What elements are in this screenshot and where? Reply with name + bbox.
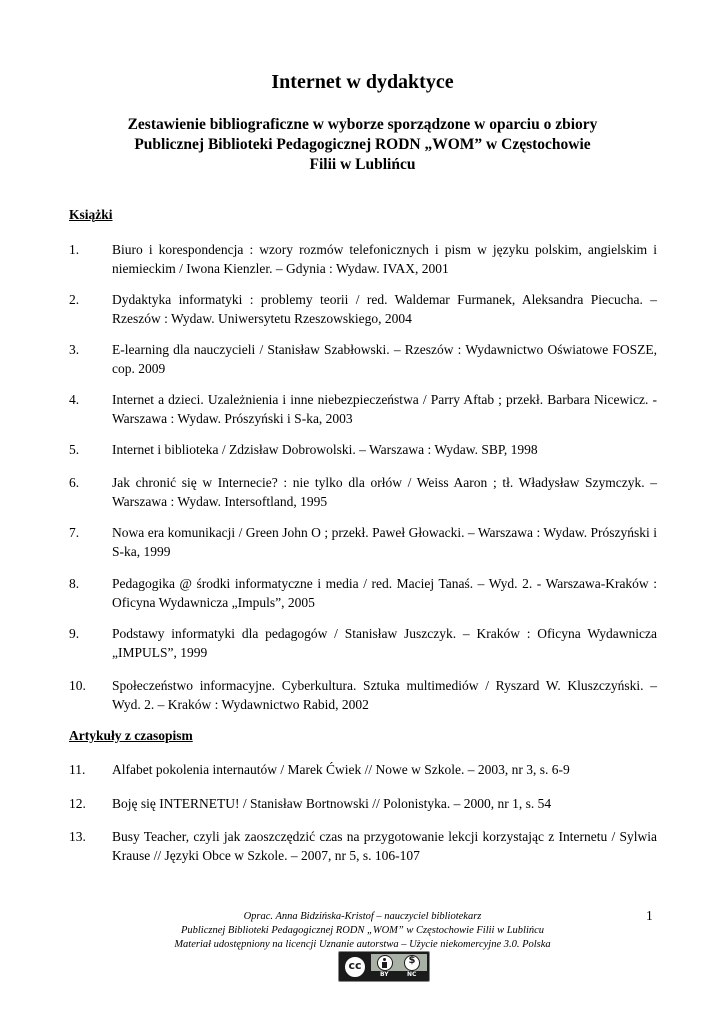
nc-icon	[404, 955, 420, 971]
entry-text: Podstawy informatyki dla pedagogów / Stanisław Juszczyk. – Kraków : Oficyna Wydawnicza „IMPULS”, 1999	[112, 626, 657, 660]
subtitle-line-3: Filii w Lublińcu	[309, 156, 416, 173]
entry-text: Pedagogika @ środki informatyczne i media / red. Maciej Tanaś. – Wyd. 2. - Warszawa-Kraków : Oficyna Wydawnicza „Impuls”, 2005	[112, 576, 657, 610]
entry-text: Alfabet pokolenia internautów / Marek Ćwiek // Nowe w Szkole. – 2003, nr 3, s. 6-9	[112, 762, 570, 777]
section-heading-articles: Artykuły z czasopism	[69, 728, 193, 743]
entry-text: Internet i biblioteka / Zdzisław Dobrowolski. – Warszawa : Wydaw. SBP, 1998	[112, 442, 538, 457]
entry-text: E-learning dla nauczycieli / Stanisław Szabłowski. – Rzeszów : Wydawnictwo Oświatowe FOSZE, cop. 2009	[112, 342, 657, 376]
document-title: Internet w dydaktyce	[271, 71, 454, 93]
entry-number: 8.	[69, 576, 80, 591]
entry-number: 13.	[69, 829, 86, 844]
cc-license-badge[interactable]	[338, 951, 430, 982]
entry-number: 12.	[69, 796, 86, 811]
entry-number: 1.	[69, 242, 80, 257]
nc-label: NC	[407, 971, 417, 978]
entry-number: 9.	[69, 626, 80, 641]
entry-number: 2.	[69, 292, 80, 307]
entry-text: Busy Teacher, czyli jak zaoszczędzić czas na przygotowanie lekcji korzystając z Internetu / Sylwia Krause // Języki Obce w Szkole. – 2007, nr 5, s. 106-107	[112, 829, 657, 863]
footer-line-2: Publicznej Biblioteki Pedagogicznej RODN „WOM” w Częstochowie Filii w Lublińcu	[180, 925, 545, 936]
entry-number: 3.	[69, 342, 80, 357]
footer-line-3: Materiał udostępniony na licencji Uznanie autorstwa – Użycie niekomercyjne 3.0. Polska	[174, 939, 551, 950]
entry-number: 5.	[69, 442, 80, 457]
subtitle-line-1: Zestawienie bibliograficzne w wyborze sporządzone w oparciu o zbiory	[127, 116, 598, 133]
by-icon	[377, 955, 393, 971]
page-footer	[110, 910, 615, 952]
by-label: BY	[380, 971, 389, 978]
entry-text: Dydaktyka informatyki : problemy teorii / red. Waldemar Furmanek, Aleksandra Piecucha. – Rzeszów : Wydaw. Uniwersytetu Rzeszowskiego, 2004	[112, 292, 657, 326]
entry-number: 4.	[69, 392, 80, 407]
entry-text: Biuro i korespondencja : wzory rozmów telefonicznych i pism w języku polskim, angielskim i niemieckim / Iwona Kienzler. – Gdynia : Wydaw. IVAX, 2001	[112, 242, 657, 276]
subtitle-line-2: Publicznej Biblioteki Pedagogicznej RODN „WOM” w Częstochowie	[134, 136, 591, 153]
page-number: 1	[646, 908, 653, 923]
entry-text: Jak chronić się w Internecie? : nie tylko dla orłów / Weiss Aaron ; tł. Władysław Szymczyk. – Warszawa : Wydaw. Intersoftland, 1995	[112, 475, 657, 509]
entry-number: 6.	[69, 475, 80, 490]
entry-number: 10.	[69, 678, 86, 693]
entry-number: 11.	[69, 762, 86, 777]
entry-number: 7.	[69, 525, 80, 540]
cc-icon	[343, 955, 367, 979]
entry-text: Boję się INTERNETU! / Stanisław Bortnowski // Polonistyka. – 2000, nr 1, s. 54	[112, 796, 552, 811]
footer-line-1: Oprac. Anna Bidzińska-Kristof – nauczyciel bibliotekarz	[243, 911, 482, 922]
cc-conditions	[371, 954, 427, 979]
document-subtitle	[60, 115, 665, 175]
entry-text: Internet a dzieci. Uzależnienia i inne niebezpieczeństwa / Parry Aftab ; przekł. Barbara Nicewicz. - Warszawa : Wydaw. Prószyński i S-ka, 2003	[112, 392, 657, 426]
section-heading-books: Książki	[69, 207, 113, 222]
entry-text: Nowa era komunikacji / Green John O ; przekł. Paweł Głowacki. – Warszawa : Wydaw. Prószyński i S-ka, 1999	[112, 525, 657, 559]
entry-text: Społeczeństwo informacyjne. Cyberkultura. Sztuka multimediów / Ryszard W. Kluszczyński. – Wyd. 2. – Kraków : Wydawnictwo Rabid, 2002	[112, 678, 657, 712]
